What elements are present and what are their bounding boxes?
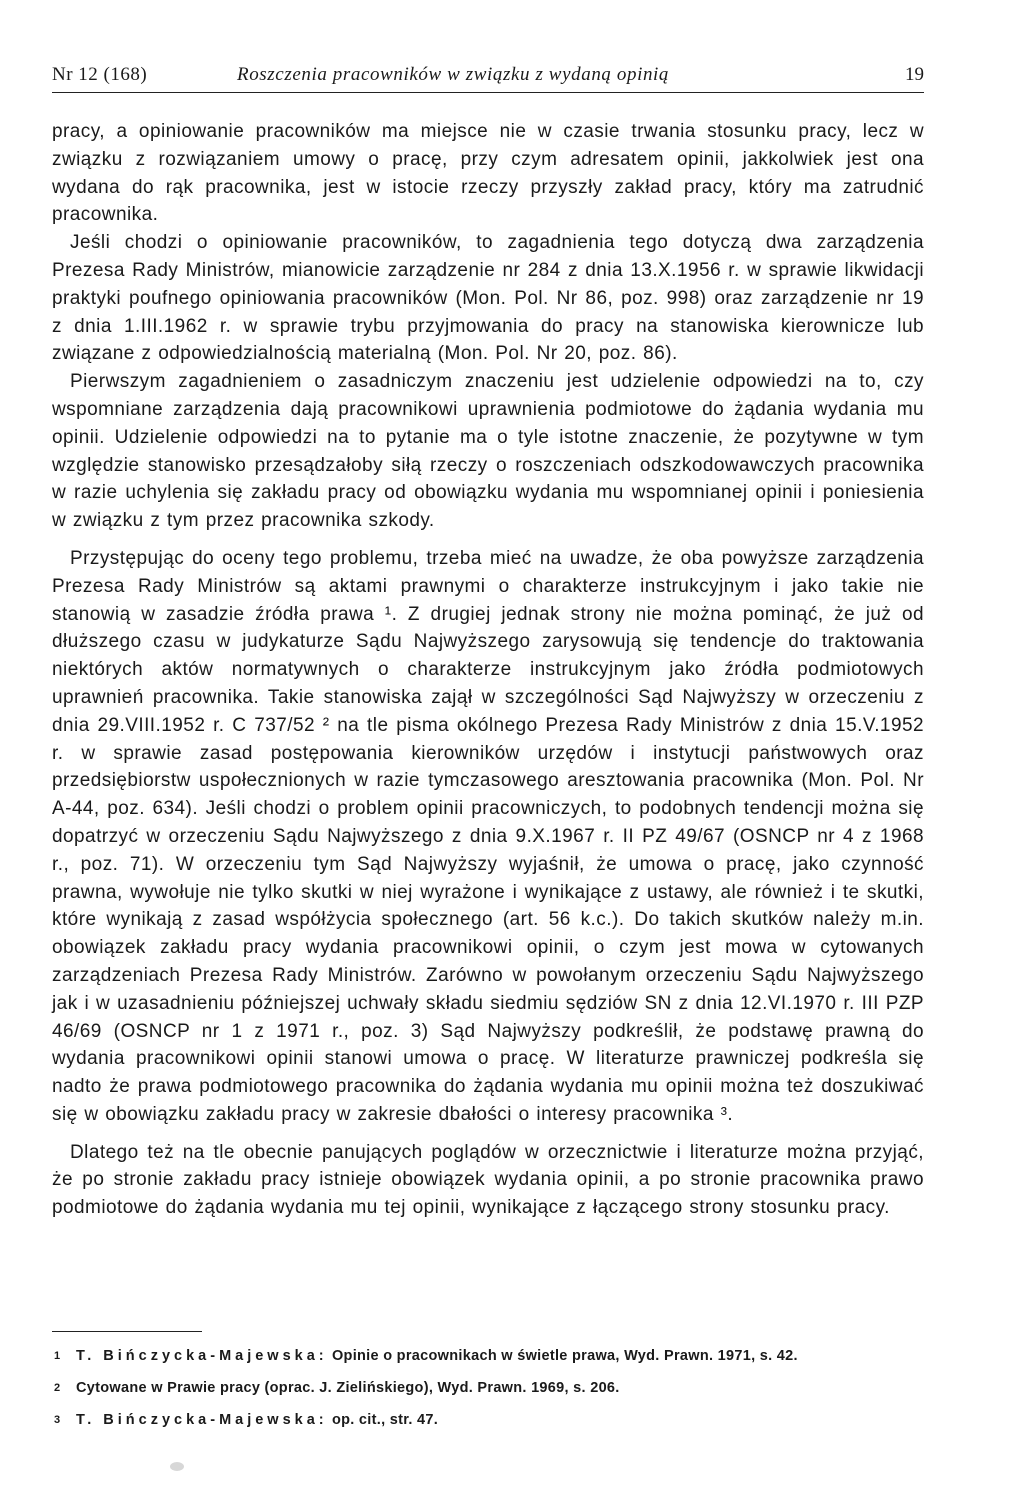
footnote-text: op. cit., str. 47. [331, 1412, 439, 1428]
scan-speck [170, 1462, 184, 1471]
footnote [52, 1346, 924, 1366]
footnote-divider [52, 1331, 202, 1332]
article-body [52, 118, 924, 1222]
issue-number: Nr 12 (168) [52, 64, 148, 85]
paragraph: pracy, a opiniowanie pracowników ma miejsce nie w czasie trwania stosunku pracy, lecz w związku z rozwiązaniem umowy o pracę, przy czym adresatem opinii, jakkolwiek jest ona wydana do rąk pracownika, jest w istocie rzeczy przyszły zakład pracy, który ma zatrudnić pracownika. [52, 121, 924, 226]
footnote-text: Cytowane w Prawie pracy (oprac. J. Zielińskiego), Wyd. Prawn. 1969, s. 206. [76, 1380, 620, 1396]
footnote-number: 3 [54, 1414, 61, 1426]
paragraph: Przystępując do oceny tego problemu, trzeba mieć na uwadze, że oba powyższe zarządzenia Prezesa Rady Ministrów są aktami prawnymi o charakterze instrukcyjnym i jako takie nie stanowią w zasadzie źródła prawa ¹. Z drugiej jednak strony nie można pominąć, że już od dłuższego czasu w judykaturze Sądu Najwyższego zarysowują się tendencje do traktowania niektórych aktów normatywnych o charakterze instrukcyjnym jako źródła podmiotowych uprawnień pracownika. Takie stanowiska zajął w szczególności Sąd Najwyższy w orzeczeniu z dnia 29.VIII.1952 r. C 737/52 ² na tle pisma okólnego Prezesa Rady Ministrów z dnia 15.V.1952 r. w sprawie zasad postępowania kierowników urzędów i instytucji państwowych oraz przedsiębiorstw uspołecznionych w razie tymczasowego aresztowania pracownika (Mon. Pol. Nr A-44, poz. 634). Jeśli chodzi o problem opinii pracowniczych, to podobnych tendencji można się dopatrzyć w orzeczeniu Sądu Najwyższego z dnia 9.X.1967 r. II PZ 49/67 (OSNCP nr 4 z 1968 r., poz. 71). W orzeczeniu tym Sąd Najwyższy wyjaśnił, że umowa o pracę, jako czynność prawna, wywołuje nie tylko skutki w niej wyrażone i wynikające z ustawy, ale również i te skutki, które wynikają z zasad współżycia społecznego (art. 56 k.c.). Do takich skutków należy m.in. obowiązek zakładu pracy wydania pracownikowi opinii, o czym jest mowa w cytowanych zarządzeniach Prezesa Rady Ministrów. Zarówno w powołanym orzeczeniu Sądu Najwyższego jak i w uzasadnieniu późniejszej uchwały składu siedmiu sędziów SN z dnia 12.VI.1970 r. III PZP 46/69 (OSNCP nr 1 z 1971 r., poz. 3) Sąd Najwyższy podkreślił, że podstawę prawną do wydania pracownikowi opinii stanowi umowa o pracę. W literaturze prawniczej podkreśla się nadto że prawa podmiotowego pracownika do żądania wydania mu opinii można też doszukiwać się w obowiązku zakładu pracy w zakresie dbałości o interesy pracownika ³. [52, 547, 924, 1125]
footnote-author: T. Bińczycka-Majewska: [76, 1348, 328, 1364]
footnote-number: 1 [54, 1350, 61, 1362]
paragraph: Pierwszym zagadnieniem o zasadniczym znaczeniu jest udzielenie odpowiedzi na to, czy wspomniane zarządzenia dają pracownikowi uprawnienia podmiotowe do żądania wydania mu opinii. Udzielenie odpowiedzi na to pytanie ma o tyle istotne znaczenie, że pozytywne w tym względzie stanowisko przesądzałoby siłą rzeczy o roszczeniach odszkodowawczych pracownika w razie uchylenia się zakładu pracy od obowiązku wydania mu wspomnianej opinii i poniesienia w związku z tym przez pracownika szkody. [52, 371, 924, 532]
page-header [52, 60, 924, 93]
footnote-number: 2 [54, 1382, 61, 1394]
page-number: 19 [905, 64, 924, 85]
footnote-text: Opinie o pracownikach w świetle prawa, Wyd. Prawn. 1971, s. 42. [331, 1348, 798, 1364]
footnote-author: T. Bińczycka-Majewska: [76, 1412, 328, 1428]
running-title: Roszczenia pracowników w związku z wydaną opinią [237, 64, 670, 85]
paragraph: Dlatego też na tle obecnie panujących poglądów w orzecznictwie i literaturze można przyjąć, że po stronie zakładu pracy istnieje obowiązek wydania opinii, a po stronie pracownika prawo podmiotowe do żądania wydania mu tej opinii, wynikające z łączącego strony stosunku pracy. [52, 1141, 924, 1219]
footnote [52, 1410, 924, 1430]
paragraph: Jeśli chodzi o opiniowanie pracowników, to zagadnienia tego dotyczą dwa zarządzenia Prezesa Rady Ministrów, mianowicie zarządzenie nr 284 z dnia 13.X.1956 r. w sprawie likwidacji praktyki poufnego opiniowania pracowników (Mon. Pol. Nr 86, poz. 998) oraz zarządzenie nr 19 z dnia 1.III.1962 r. w sprawie trybu przyjmowania do pracy na stanowiska kierownicze lub związane z odpowiedzialnością materialną (Mon. Pol. Nr 20, poz. 86). [52, 232, 924, 365]
footnotes [52, 1346, 924, 1442]
footnote [52, 1378, 924, 1398]
